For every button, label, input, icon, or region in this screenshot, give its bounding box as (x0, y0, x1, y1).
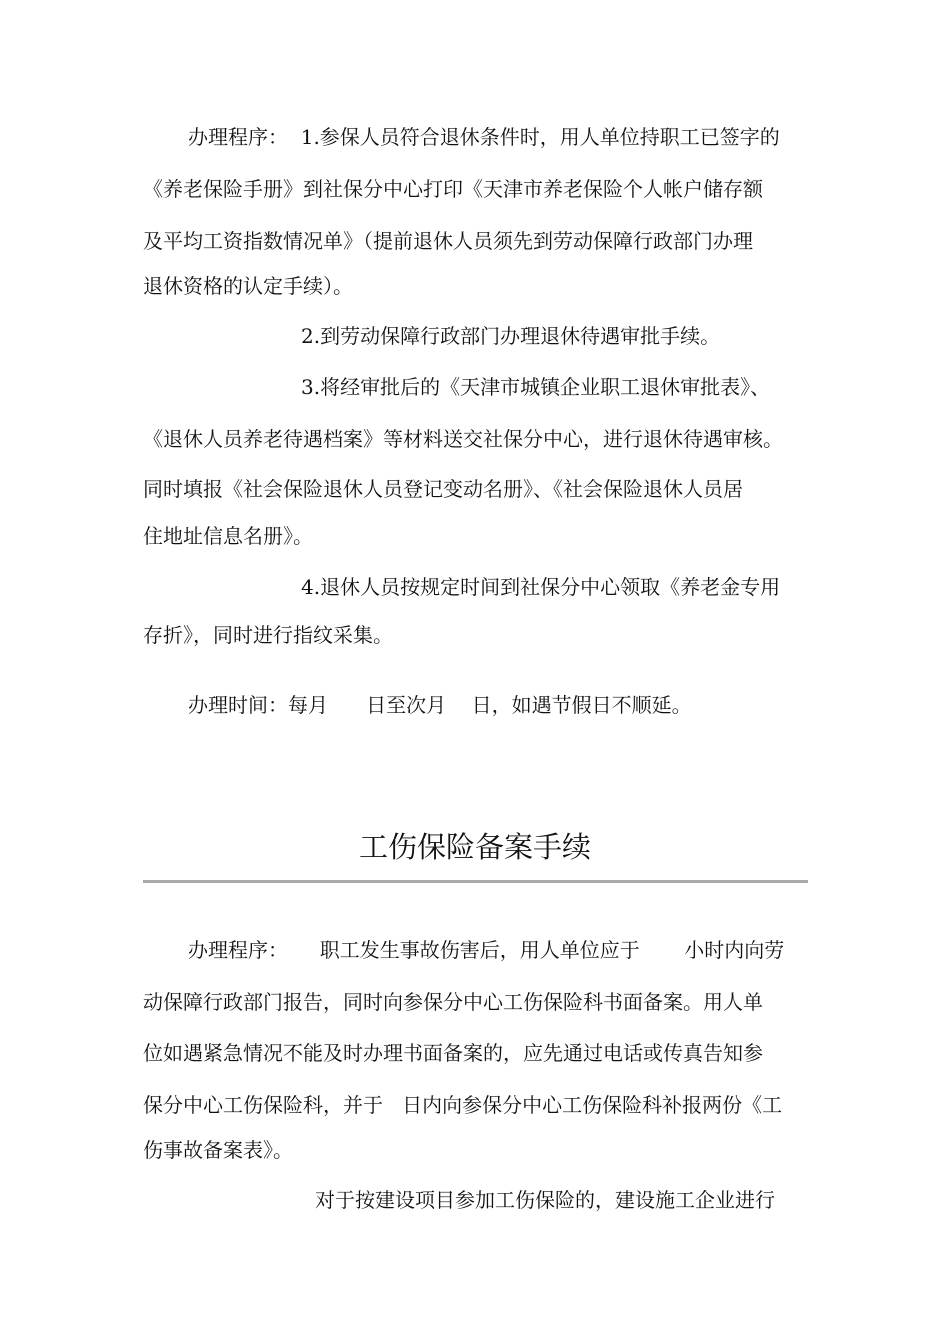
paragraph-line: 同时填报《社会保险退休人员登记变动名册》、《社会保险退休人员居 (143, 477, 743, 501)
paragraph-line: 退休资格的认定手续）。 (143, 274, 353, 298)
paragraph-line: 《退休人员养老待遇档案》等材料送交社保分中心，进行退休待遇审核。 (143, 427, 783, 451)
paragraph-line: 2.到劳动保障行政部门办理退休待遇审批手续。 (301, 324, 721, 348)
office-hours-line: 办理时间：每月 日至次月 日，如遇节假日不顺延。 (188, 693, 692, 717)
title-divider (143, 880, 808, 883)
paragraph-line: 《养老保险手册》到社保分中心打印《天津市养老保险个人帐户储存额 (143, 177, 763, 201)
paragraph-line: 动保障行政部门报告，同时向参保分中心工伤保险科书面备案。用人单 (143, 990, 763, 1014)
paragraph-line: 对于按建设项目参加工伤保险的，建设施工企业进行 (315, 1188, 775, 1212)
paragraph-line: 伤事故备案表》。 (143, 1138, 293, 1162)
paragraph-line: 及平均工资指数情况单》（提前退休人员须先到劳动保障行政部门办理 (143, 229, 753, 253)
paragraph-line: 存折》，同时进行指纹采集。 (143, 623, 393, 647)
paragraph-line: 住地址信息名册》。 (143, 524, 313, 548)
paragraph-line: 4.退休人员按规定时间到社保分中心领取《养老金专用 (301, 575, 781, 599)
paragraph-line: 位如遇紧急情况不能及时办理书面备案的，应先通过电话或传真告知参 (143, 1041, 763, 1065)
paragraph-line: 办理程序： 1.参保人员符合退休条件时，用人单位持职工已签字的 (188, 125, 780, 149)
paragraph-line: 办理程序： 职工发生事故伤害后，用人单位应于 小时内向劳 (188, 938, 785, 962)
section-title: 工伤保险备案手续 (358, 830, 591, 865)
paragraph-line: 3.将经审批后的《天津市城镇企业职工退休审批表》、 (301, 375, 771, 399)
paragraph-line: 保分中心工伤保险科，并于 日内向参保分中心工伤保险科补报两份《工 (143, 1093, 783, 1117)
